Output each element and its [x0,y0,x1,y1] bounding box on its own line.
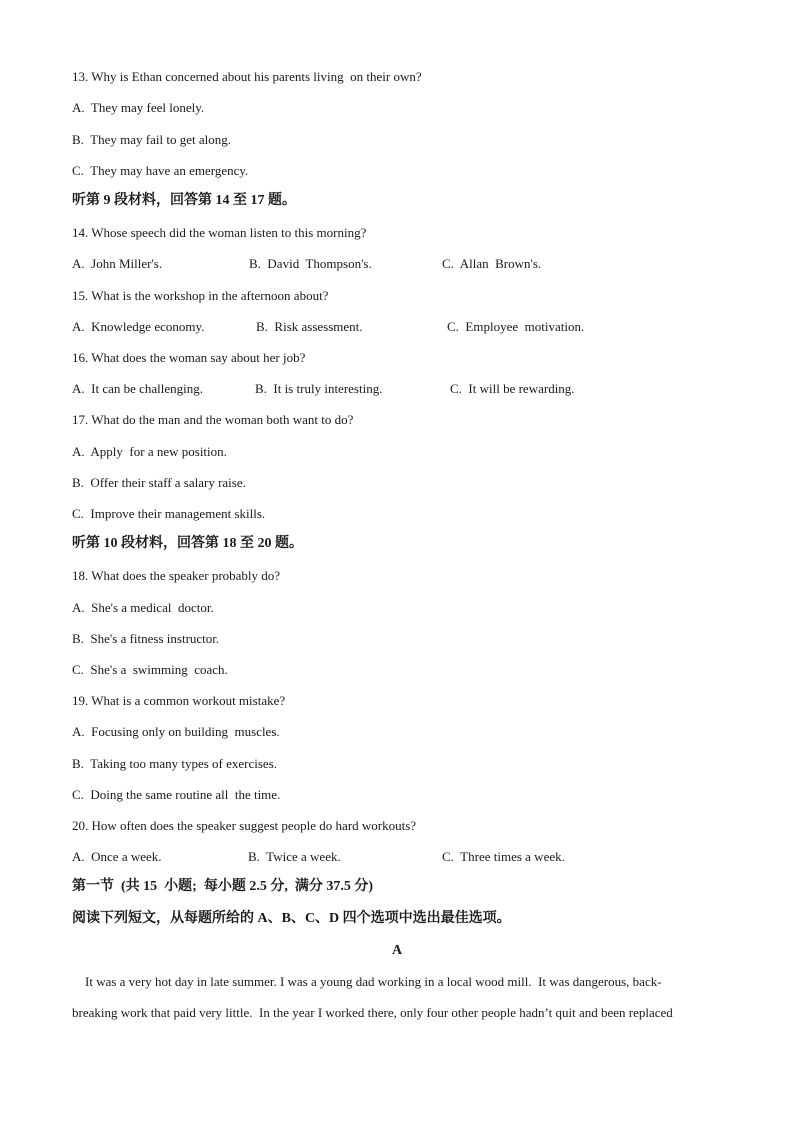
q19-option-b: B. Taking too many types of exercises. [72,756,278,771]
q20-option-c: C. Three times a week. [442,849,565,864]
q16-option-b: B. It is truly interesting. [255,381,383,396]
question-17: 17. What do the man and the woman both want to do? [72,412,354,427]
q20-option-a: A. Once a week. [72,849,162,864]
passage-line-1: It was a very hot day in late summer. I was a young dad working in a local wood mill. It was dangerous, back- [72,974,662,989]
q13-option-b: B. They may fail to get along. [72,132,231,147]
q15-option-a: A. Knowledge economy. [72,319,205,334]
q13-option-a: A. They may feel lonely. [72,100,205,115]
q19-option-a: A. Focusing only on building muscles. [72,724,280,739]
q18-option-c: C. She's a swimming coach. [72,662,228,677]
q17-option-c: C. Improve their management skills. [72,506,266,521]
section-10-heading: 听第 10 段材料，回答第 18 至 20 题。 [72,536,303,551]
section-9-heading: 听第 9 段材料，回答第 14 至 17 题。 [72,193,296,208]
q13-option-c: C. They may have an emergency. [72,163,249,178]
q16-option-c: C. It will be rewarding. [450,381,575,396]
question-15: 15. What is the workshop in the afternoon about? [72,288,329,303]
q15-option-b: B. Risk assessment. [256,319,363,334]
q17-option-a: A. Apply for a new position. [72,444,227,459]
reading-instruction: 阅读下列短文，从每题所给的 A、B、C、D 四个选项中选出最佳选项。 [72,911,511,926]
question-14: 14. Whose speech did the woman listen to this morning? [72,225,367,240]
q19-option-c: C. Doing the same routine all the time. [72,787,281,802]
q14-option-c: C. Allan Brown's. [442,256,542,271]
q18-option-b: B. She's a fitness instructor. [72,631,220,646]
q20-option-b: B. Twice a week. [248,849,341,864]
q18-option-a: A. She's a medical doctor. [72,600,214,615]
q15-option-c: C. Employee motivation. [447,319,585,334]
part-one-heading: 第一节 (共 15 小题; 每小题 2.5 分, 满分 37.5 分) [72,879,373,894]
question-18: 18. What does the speaker probably do? [72,568,281,583]
q17-option-b: B. Offer their staff a salary raise. [72,475,246,490]
q14-option-a: A. John Miller's. [72,256,163,271]
passage-line-2: breaking work that paid very little. In the year I worked there, only four other people hadn’t quit and been replaced [72,1005,673,1020]
question-16: 16. What does the woman say about her job? [72,350,306,365]
question-20: 20. How often does the speaker suggest people do hard workouts? [72,818,417,833]
question-19: 19. What is a common workout mistake? [72,693,286,708]
passage-label: A [391,943,403,958]
question-13: 13. Why is Ethan concerned about his parents living on their own? [72,69,422,84]
q16-option-a: A. It can be challenging. [72,381,204,396]
q14-option-b: B. David Thompson's. [249,256,372,271]
